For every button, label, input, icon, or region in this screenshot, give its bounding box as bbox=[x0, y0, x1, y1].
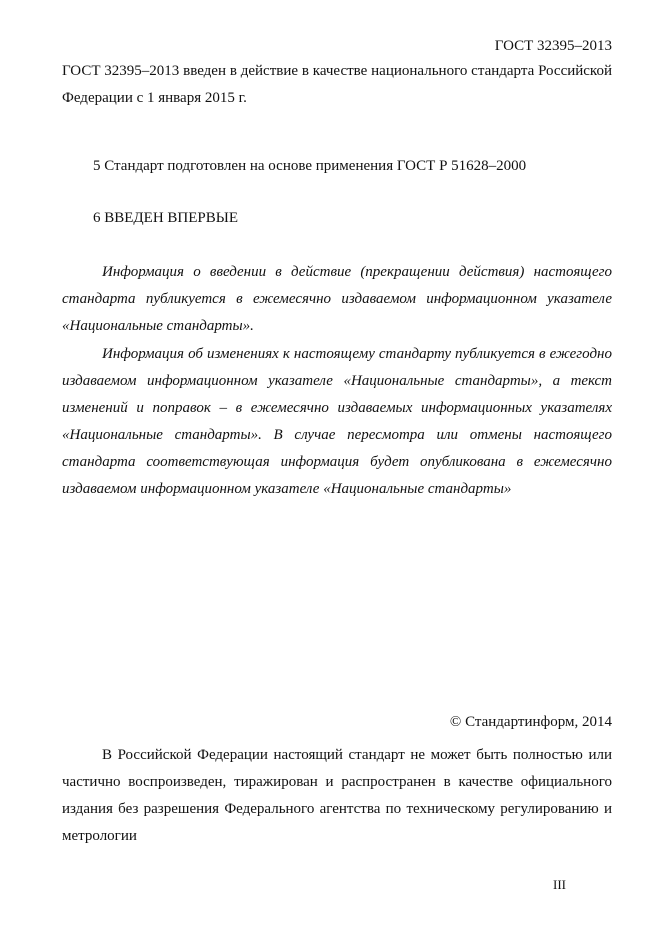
copyright-notice: © Стандартинформ, 2014 bbox=[449, 714, 612, 730]
item-6: 6 ВВЕДЕН ВПЕРВЫЕ bbox=[93, 210, 238, 226]
page-number: III bbox=[553, 877, 566, 892]
rights-paragraph: В Российской Федерации настоящий стандарт не может быть полностью или частично воспроизведен, тиражирован и распространен в качестве официального издания без разрешения Федерального агентства по техническому регулированию и метрологии bbox=[62, 747, 612, 844]
intro-paragraph: ГОСТ 32395–2013 введен в действие в качестве национального стандарта Российской Федерации с 1 января 2015 г. bbox=[62, 63, 612, 106]
info-paragraph-1: Информация о введении в действие (прекращении действия) настоящего стандарта публикуется в ежемесячно издаваемом информационном указателе «Национальные стандарты». bbox=[62, 264, 612, 334]
item-5: 5 Стандарт подготовлен на основе применения ГОСТ Р 51628–2000 bbox=[93, 158, 527, 174]
document-code-header: ГОСТ 32395–2013 bbox=[494, 38, 612, 54]
info-paragraph-2: Информация об изменениях к настоящему стандарту публикуется в ежегодно издаваемом информационном указателе «Национальные стандарты», а текст изменений и поправок – в ежемесячно издаваемых информационных указателях «Национальные стандарты». В случае пересмотра или отмены настоящего стандарта соответствующая информация будет опубликована в ежемесячно издаваемом информационном указателе «Национальные стандарты» bbox=[62, 346, 612, 497]
